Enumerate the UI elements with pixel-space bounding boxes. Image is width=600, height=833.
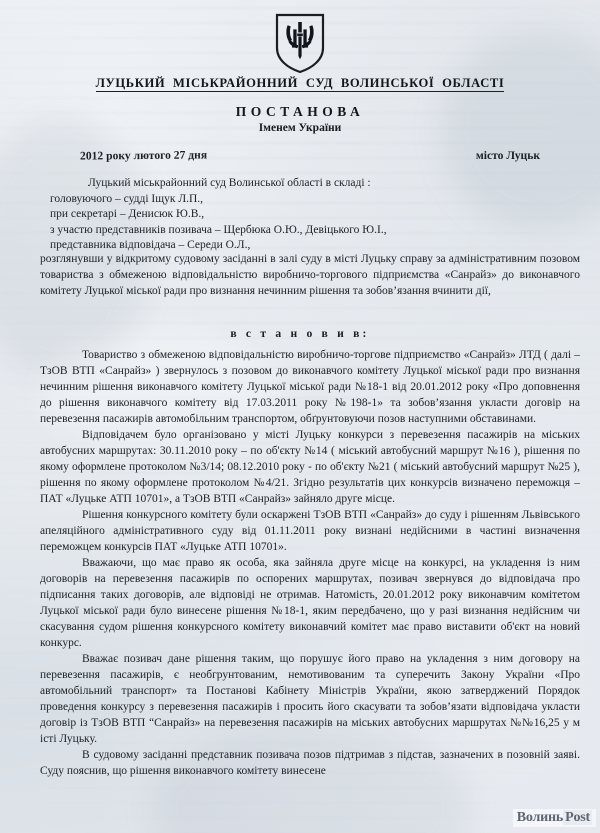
body-paragraph: Вважаючи, що має право як особа, яка зайняла друге місце на конкурсі, на укладення із ним договорів на перевезення пасажирів по оспорених маршрутах, позивач звернувся до відповідача про підписання таких договорів, але відповіді не отримав. Натомість, 20.01.2012 року виконавчим комітетом Луцької міської ради було винесене рішення №18-1, яким передбачено, що у разі визнання недійсним чи скасування судом рішення конкурсного комітету виконавчий комітет має право виставити об'єкт на новий конкурс. <box>40 557 580 649</box>
established-heading: в с т а н о в и в: <box>230 327 370 340</box>
watermark-part-1: Волинь <box>516 810 564 825</box>
court-panel-lead: Луцький міськрайонний суд Волинської області в складі : <box>88 177 371 189</box>
document-type-heading: ПОСТАНОВА <box>235 104 365 119</box>
body-paragraph: Товариство з обмеженою відповідальністю виробничо-торгове підприємство «Санрайз» ЛТД ( далі – ТзОВ ВТП «Санрайз» ) звернулось з позовом до виконавчого комітету Луцької міської ради про визнання нечинним рішення виконавчого комітету Луцької міської ради №18-1 від 20.01.2012 року «Про доповнення до рішення виконавчого комітету від 17.03.2011 року №198-1» та зобов’язання укласти договір на перевезення пасажирів автомобільним транспортом, обґрунтовуючи позов наступними обставинами. <box>40 349 580 425</box>
case-intro-paragraph: розглянувши у відкритому судовому засіданні в залі суду в місті Луцьку справу за адміністративним позовом товариства з обмеженою відповідальністю виробничо-торгового підприємства «Санрайз» до виконавчого комітету Луцької міської ради про визнання нечинним рішення та зобов’язання вчинити дії, <box>40 253 580 297</box>
court-panel-block <box>44 176 578 254</box>
ukraine-coat-of-arms-icon <box>272 12 328 74</box>
body-paragraph: В судовому засіданні представник позивача позов підтримав з підстав, зазначених в позовній заяві. Суду пояснив, що рішення виконавчого комітету винесене <box>40 749 580 778</box>
court-title-text: ЛУЦЬКИЙ МІСЬКРАЙОННИЙ СУД ВОЛИНСЬКОЇ ОБЛАСТІ <box>95 76 505 90</box>
body-paragraph: Відповідачем було організовано у місті Луцьку конкурси з перевезення пасажирів на міських автобусних маршрутах: 30.11.2010 року – по об'єкту №14 ( міський автобусний маршрут №16 ), рішення по якому оформлене протоколом №3/14; 08.12.2010 року - по об'єкту №21 ( міський автобусний маршрут №25 ), рішення по якому оформлене протоколом №4/21. Згідно результатів цих конкурсів визначено переможця – ПАТ «Луцьке АТП 10701», а ТзОВ ВТП «Санрайз» зайняло друге місце. <box>40 429 580 505</box>
watermark <box>513 809 596 827</box>
document-place: місто Луцьк <box>475 149 540 162</box>
watermark-part-2: Post <box>565 810 590 825</box>
panel-member-defendant-representative: представника відповідача – Середи О.Л., <box>50 239 251 252</box>
body-paragraph: Рішення конкурсного комітету були оскаржені ТзОВ ВТП «Санрайз» до суду і рішенням Львівського апеляційного адміністративного суду від 01.11.2011 року визнані недійсними в частині визначення переможцем конкурсів ПАТ «Луцьке АТП 10701». <box>40 509 580 553</box>
document-body <box>40 348 580 780</box>
panel-member-plaintiff-representatives: з участю представників позивача – Щербюка О.Ю., Девіцького Ю.І., <box>50 223 387 236</box>
panel-member-presiding: головуючого – судді Іщук Л.П., <box>50 192 204 205</box>
court-title <box>0 76 600 91</box>
panel-member-secretary: при секретарі – Денисюк Ю.В., <box>50 208 205 221</box>
body-paragraph: Вважає позивач дане рішення таким, що порушує його право на укладення з ним договору на перевезення пасажирів, є необгрунтованим, немотивованим та суперечить Закону України «Про автомобільний транспорт» та Постанові Кабінету Міністрів України, якою затверджений Порядок проведення конкурсу з перевезення пасажирів і просить його скасувати та зобов’язати відповідача укласти договір із ТзОВ ВТП “Санрайз» на перевезення пасажирів на міських автобусних маршрутах №№16,25 у м істі Луцьку. <box>40 653 580 745</box>
document-subtitle: Іменем України <box>258 122 342 134</box>
date-place-line <box>80 149 540 162</box>
document-date: 2012 року лютого 27 дня <box>79 148 208 163</box>
